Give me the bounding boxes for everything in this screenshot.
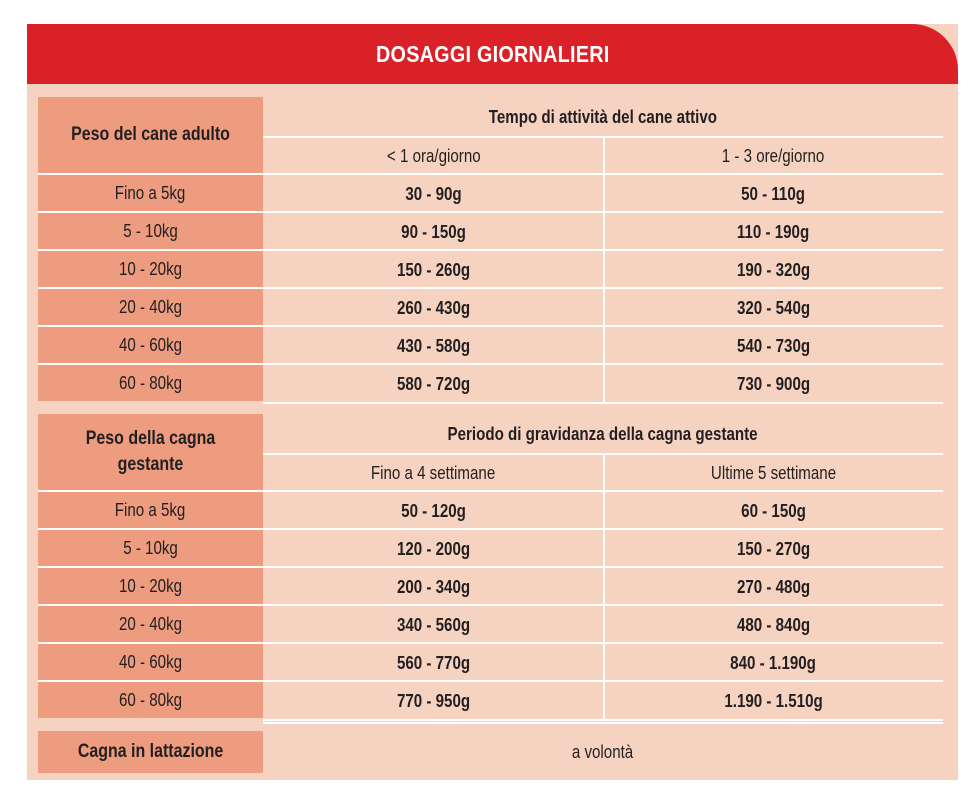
dose-value-text: 260 - 430g [396, 297, 471, 318]
section-row-header [38, 97, 263, 173]
dose-value-text: 1.190 - 1.510g [724, 690, 823, 711]
dose-value [604, 682, 943, 720]
row-divider [38, 680, 943, 682]
dose-value [604, 251, 943, 289]
row-label [38, 213, 263, 249]
dose-value [263, 530, 604, 568]
row-label-text: Fino a 5kg [115, 182, 186, 203]
row-label [38, 644, 263, 680]
row-divider [38, 528, 943, 530]
column-header-1 [263, 454, 604, 492]
dose-value [263, 365, 604, 403]
row-label [38, 682, 263, 718]
row-label [38, 365, 263, 401]
row-divider [263, 402, 943, 404]
dose-value-text: 340 - 560g [396, 614, 471, 635]
dose-value [604, 492, 943, 530]
row-divider [38, 249, 943, 251]
dose-value-text: 430 - 580g [396, 335, 471, 356]
dose-value-text: 90 - 150g [401, 221, 466, 242]
lactation-value [263, 731, 943, 773]
dose-value-text: 30 - 90g [405, 183, 462, 204]
row-label [38, 568, 263, 604]
dose-value [263, 682, 604, 720]
row-label [38, 530, 263, 566]
dose-value [604, 175, 943, 213]
dose-value-text: 540 - 730g [736, 335, 811, 356]
dose-value-text: 560 - 770g [396, 652, 471, 673]
dose-value-text: 270 - 480g [736, 576, 811, 597]
row-label-text: 40 - 60kg [118, 334, 183, 355]
dose-value-text: 770 - 950g [396, 690, 471, 711]
dose-value [263, 327, 604, 365]
dose-value-text: 840 - 1.190g [730, 652, 817, 673]
dose-value [263, 492, 604, 530]
dose-value [263, 606, 604, 644]
row-divider [38, 566, 943, 568]
row-label-text: 5 - 10kg [123, 220, 178, 241]
lactation-label-text: Cagna in lattazione [77, 741, 224, 762]
dose-value-text: 150 - 270g [736, 538, 811, 559]
dose-value [604, 327, 943, 365]
table-title: DOSAGGI GIORNALIERI [375, 40, 610, 67]
column-header-1 [263, 137, 604, 175]
dose-value [263, 289, 604, 327]
dose-value [263, 568, 604, 606]
row-divider [38, 363, 943, 365]
dose-value [604, 568, 943, 606]
lactation-value-text: a volontà [572, 741, 634, 762]
row-divider [263, 722, 943, 724]
section-row-header-text: Peso della cagna gestante [85, 428, 216, 475]
row-divider [38, 325, 943, 327]
dose-value [263, 644, 604, 682]
row-label [38, 175, 263, 211]
row-label-text: 20 - 40kg [118, 296, 183, 317]
row-divider [38, 490, 943, 492]
row-divider [38, 173, 943, 175]
row-label-text: 10 - 20kg [118, 258, 183, 279]
dose-value [604, 530, 943, 568]
dose-value-text: 480 - 840g [736, 614, 811, 635]
column-header-2 [604, 454, 943, 492]
dose-value [604, 213, 943, 251]
section-column-group-header-text: Periodo di gravidanza della cagna gestante [447, 423, 759, 444]
dose-value-text: 730 - 900g [736, 373, 811, 394]
dose-value-text: 120 - 200g [396, 538, 471, 559]
column-header-2-text: Ultime 5 settimane [710, 462, 837, 483]
column-header-1-text: Fino a 4 settimane [371, 462, 496, 483]
dose-value [604, 644, 943, 682]
row-divider [38, 287, 943, 289]
row-label-text: 40 - 60kg [118, 651, 183, 672]
row-label [38, 327, 263, 363]
dose-value-text: 50 - 110g [741, 183, 806, 204]
row-label [38, 492, 263, 528]
row-label [38, 606, 263, 642]
section-row-header-text: Peso del cane adulto [71, 124, 230, 145]
dose-value-text: 150 - 260g [396, 259, 471, 280]
dose-value [604, 365, 943, 403]
dose-value-text: 50 - 120g [401, 500, 466, 521]
dose-value-text: 580 - 720g [396, 373, 471, 394]
column-header-2-text: 1 - 3 ore/giorno [722, 145, 825, 166]
dose-value [263, 175, 604, 213]
row-label-text: 20 - 40kg [118, 613, 183, 634]
row-label-text: 5 - 10kg [123, 537, 178, 558]
dose-value-text: 190 - 320g [736, 259, 811, 280]
row-divider [38, 642, 943, 644]
dose-value-text: 110 - 190g [737, 221, 810, 242]
table-title-banner [27, 24, 958, 84]
row-label [38, 251, 263, 287]
row-label-text: 60 - 80kg [118, 689, 183, 710]
row-divider [38, 604, 943, 606]
section-column-group-header [263, 97, 943, 137]
dose-value [263, 213, 604, 251]
row-label-text: 10 - 20kg [118, 575, 183, 596]
column-header-1-text: < 1 ora/giorno [386, 145, 481, 166]
row-label-text: 60 - 80kg [118, 372, 183, 393]
section-column-group-header-text: Tempo di attività del cane attivo [488, 106, 718, 127]
row-label-text: Fino a 5kg [115, 499, 186, 520]
row-label [38, 289, 263, 325]
column-header-2 [604, 137, 943, 175]
dose-value [604, 606, 943, 644]
dose-value-text: 320 - 540g [736, 297, 811, 318]
dose-value-text: 200 - 340g [396, 576, 471, 597]
lactation-label [38, 731, 263, 773]
dose-value-text: 60 - 150g [741, 500, 806, 521]
section-row-header [38, 414, 263, 490]
row-divider [38, 211, 943, 213]
dose-value [263, 251, 604, 289]
dose-value [604, 289, 943, 327]
section-column-group-header [263, 414, 943, 454]
row-divider [263, 719, 943, 721]
